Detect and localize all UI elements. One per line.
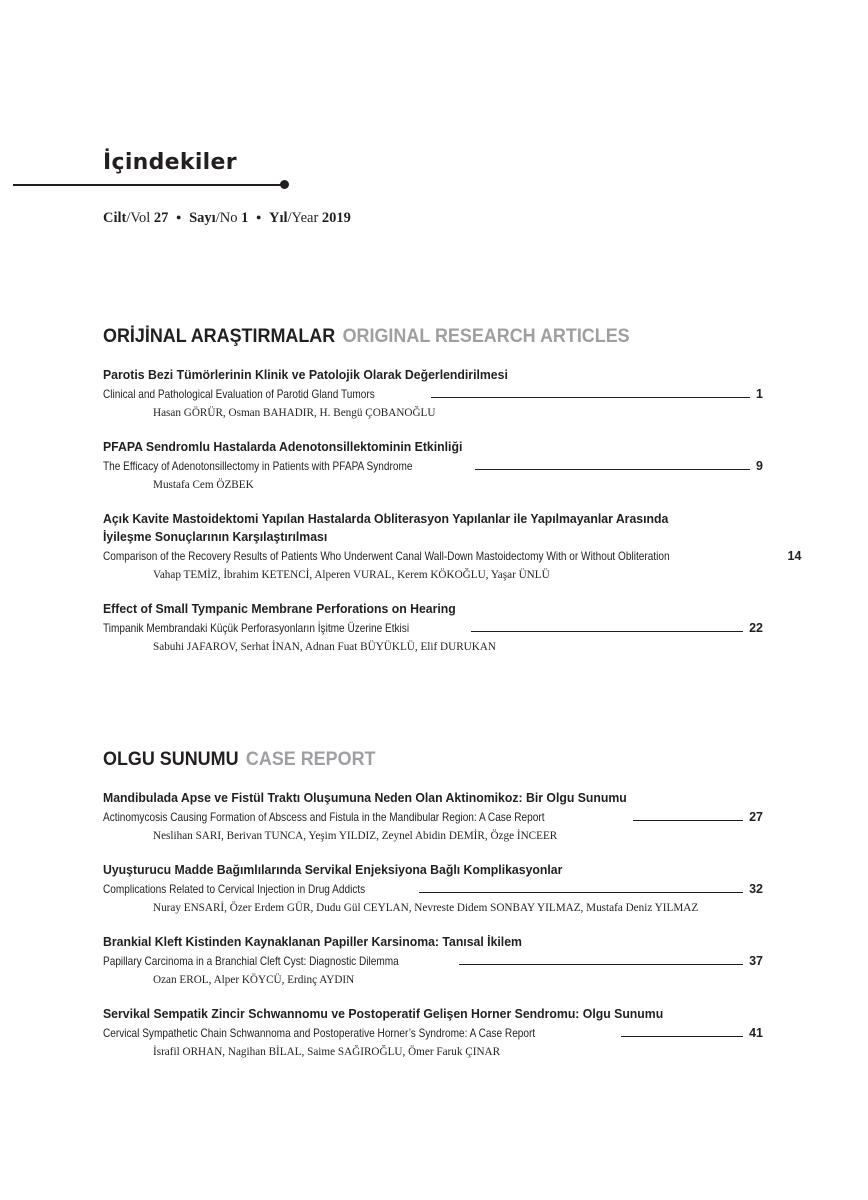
article-subtitle: Papillary Carcinoma in a Branchial Cleft Cyst: Diagnostic Dilemma	[103, 954, 399, 968]
issue-info	[103, 210, 351, 227]
year-label-en: /Year	[287, 210, 322, 226]
leader-line	[459, 964, 743, 965]
issue-label: Sayı	[189, 210, 216, 226]
article-subtitle-line	[103, 951, 763, 969]
article-authors: Neslihan SARI, Berivan TUNCA, Yeşim YILDIZ, Zeynel Abidin DEMİR, Özge İNCEER	[153, 830, 558, 842]
heading-underline	[13, 184, 283, 186]
page-title: İçindekiler	[103, 150, 237, 175]
article-authors: İsrafil ORHAN, Nagihan BİLAL, Saime SAĞIROĞLU, Ömer Faruk ÇINAR	[153, 1046, 501, 1058]
leader-line	[419, 892, 743, 893]
issue-number: 1	[241, 210, 249, 226]
article-authors: Mustafa Cem ÖZBEK	[153, 479, 254, 491]
separator-icon: ●	[255, 212, 262, 222]
toc-entry[interactable]	[103, 861, 763, 916]
section-heading	[103, 746, 710, 772]
page-number: 14	[787, 549, 802, 563]
article-authors: Sabuhi JAFAROV, Serhat İNAN, Adnan Fuat BÜYÜKLÜ, Elif DURUKAN	[153, 641, 496, 653]
article-title: Mandibulada Apse ve Fistül Traktı Oluşumuna Neden Olan Aktinomikoz: Bir Olgu Sunumu	[103, 790, 627, 805]
year-number: 2019	[321, 210, 351, 226]
article-subtitle-line	[103, 1023, 763, 1041]
article-subtitle: Complications Related to Cervical Injection in Drug Addicts	[103, 882, 366, 896]
article-authors: Ozan EROL, Alper KÖYCÜ, Erdinç AYDIN	[153, 974, 355, 986]
article-title: Brankial Kleft Kistinden Kaynaklanan Papiller Karsinoma: Tanısal İkilem	[103, 934, 522, 949]
page-number: 37	[749, 954, 763, 968]
article-subtitle: Timpanik Membrandaki Küçük Perforasyonların İşitme Üzerine Etkisi	[103, 621, 410, 635]
leader-line	[431, 397, 751, 398]
toc-entry[interactable]	[103, 1005, 763, 1060]
section-original-research	[103, 323, 802, 655]
page-number: 22	[749, 621, 763, 635]
leader-line	[633, 820, 743, 821]
toc-entry[interactable]	[103, 438, 763, 493]
leader-line	[475, 469, 750, 470]
issue-label-en: /No	[215, 210, 242, 226]
page-number: 32	[749, 882, 763, 896]
leader-line	[471, 631, 743, 632]
article-subtitle: Actinomycosis Causing Formation of Abscess and Fistula in the Mandibular Region: A Case Report	[103, 810, 545, 824]
leader-line	[621, 1036, 743, 1037]
section-case-report	[103, 746, 763, 1060]
volume-label-en: /Vol	[126, 210, 154, 226]
article-subtitle: Comparison of the Recovery Results of Patients Who Underwent Canal Wall-Down Mastoidectomy With or Without Obliteration	[103, 549, 670, 563]
page-number: 27	[749, 810, 763, 824]
article-title: Açık Kavite Mastoidektomi Yapılan Hastalarda Obliterasyon Yapılanlar ile Yapılmayanlar Arasında	[103, 511, 669, 526]
toc-entry[interactable]	[103, 933, 763, 988]
article-subtitle-line	[103, 879, 763, 897]
section-heading-en: ORIGINAL RESEARCH ARTICLES	[342, 325, 630, 347]
toc-entry[interactable]	[103, 366, 763, 421]
article-title: Parotis Bezi Tümörlerinin Klinik ve Patolojik Olarak Değerlendirilmesi	[103, 367, 508, 382]
toc-entry[interactable]	[103, 600, 763, 655]
article-title: Uyuşturucu Madde Bağımlılarında Servikal Enjeksiyona Bağlı Komplikasyonlar	[103, 862, 563, 877]
article-title: Effect of Small Tympanic Membrane Perforations on Hearing	[103, 601, 456, 616]
article-authors: Nuray ENSARİ, Özer Erdem GÜR, Dudu Gül CEYLAN, Nevreste Didem SONBAY YILMAZ, Mustafa Deniz YILMAZ	[153, 902, 699, 914]
article-title: PFAPA Sendromlu Hastalarda Adenotonsillektominin Etkinliği	[103, 439, 463, 454]
article-subtitle-line	[103, 456, 763, 474]
volume-number: 27	[153, 210, 169, 226]
separator-icon: ●	[176, 212, 182, 222]
article-title: Servikal Sempatik Zincir Schwannomu ve Postoperatif Gelişen Horner Sendromu: Olgu Sunumu	[103, 1006, 664, 1021]
article-subtitle-line	[103, 546, 802, 564]
article-authors: Vahap TEMİZ, İbrahim KETENCİ, Alperen VURAL, Kerem KÖKOĞLU, Yaşar ÜNLÜ	[153, 569, 550, 581]
toc-entry[interactable]	[103, 789, 763, 844]
section-heading-en: CASE REPORT	[245, 748, 376, 770]
article-authors: Hasan GÖRÜR, Osman BAHADIR, H. Bengü ÇOBANOĞLU	[153, 407, 436, 419]
page-number: 9	[756, 459, 763, 473]
toc-entry[interactable]	[103, 510, 802, 583]
page-number: 41	[749, 1026, 763, 1040]
article-subtitle: The Efficacy of Adenotonsillectomy in Patients with PFAPA Syndrome	[103, 459, 413, 473]
article-subtitle-line	[103, 807, 763, 825]
article-title-line-2: İyileşme Sonuçlarının Karşılaştırılması	[103, 529, 328, 544]
article-subtitle: Cervical Sympathetic Chain Schwannoma and Postoperative Horner’s Syndrome: A Case Report	[103, 1026, 536, 1040]
section-heading-tr: ORİJİNAL ARAŞTIRMALAR	[103, 325, 336, 347]
year-label: Yıl	[269, 210, 288, 226]
page-number: 1	[756, 387, 763, 401]
volume-label: Cilt	[103, 210, 127, 226]
article-subtitle-line	[103, 618, 763, 636]
heading-underline-dot	[280, 180, 289, 189]
section-heading-tr: OLGU SUNUMU	[103, 748, 239, 770]
section-heading	[103, 323, 710, 349]
article-subtitle-line	[103, 384, 763, 402]
article-subtitle: Clinical and Pathological Evaluation of Parotid Gland Tumors	[103, 387, 375, 401]
